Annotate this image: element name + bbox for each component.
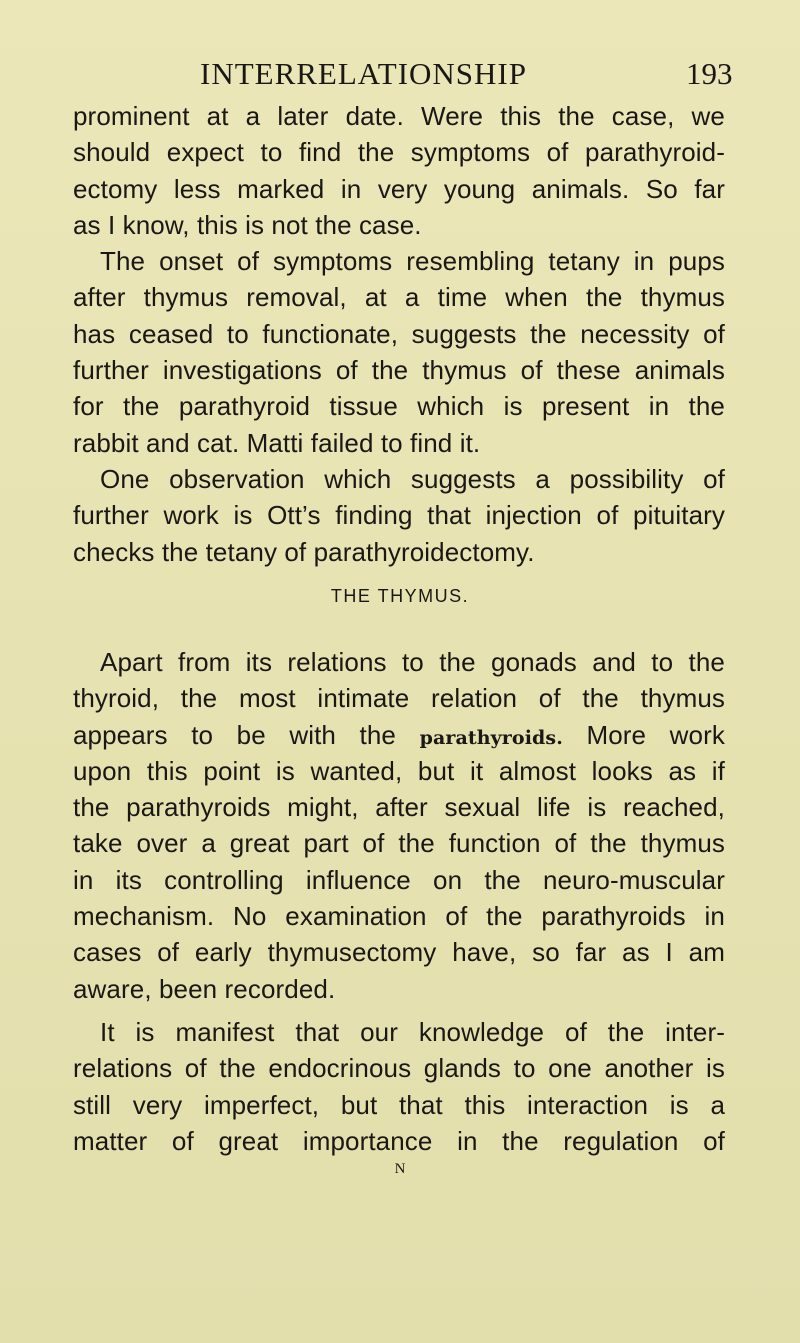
running-title: INTERRELATIONSHIP — [200, 56, 527, 91]
emphasized-term: parathyroids. — [419, 726, 563, 749]
text-line: further work is Ott’s finding that injection of pituitary — [73, 500, 725, 531]
body-text-closing — [73, 1014, 725, 1159]
signature-mark: N — [394, 1161, 406, 1177]
text-line: for the parathyroid tissue which is present in the — [73, 391, 725, 422]
text-line: It is manifest that our knowledge of the inter- — [100, 1017, 725, 1047]
text-run: More work — [586, 719, 725, 750]
text-line: upon this point is wanted, but it almost looks as if — [73, 755, 725, 786]
text-line: aware, been recorded. — [73, 973, 336, 1004]
text-line: ectomy less marked in very young animals. So far — [73, 173, 725, 204]
section-heading: THE THYMUS. — [330, 586, 470, 606]
text-line: matter of great importance in the regulation of — [73, 1125, 725, 1156]
text-line: should expect to find the symptoms of parathyroid- — [73, 137, 725, 168]
body-text-thymus — [73, 644, 725, 1007]
text-line: still very imperfect, but that this interaction is a — [73, 1089, 725, 1120]
text-line: in its controlling influence on the neuro-muscular — [73, 864, 725, 895]
text-line: further investigations of the thymus of these animals — [73, 355, 725, 386]
text-line: Apart from its relations to the gonads and to the — [100, 647, 725, 677]
text-line: mechanism. No examination of the parathyroids in — [73, 901, 725, 932]
text-line-with-emphasis — [73, 717, 725, 753]
body-text-upper — [73, 98, 725, 570]
text-line: as I know, this is not the case. — [73, 209, 422, 240]
text-line: prominent at a later date. Were this the case, we — [73, 101, 725, 131]
text-line: checks the tetany of parathyroidectomy. — [73, 536, 535, 567]
text-line: One observation which suggests a possibility of — [100, 463, 725, 494]
page-number: 193 — [686, 56, 733, 91]
text-line: take over a great part of the function of the thymus — [73, 828, 725, 859]
text-line: the parathyroids might, after sexual life is reached, — [73, 792, 725, 823]
text-line: rabbit and cat. Matti failed to find it. — [73, 427, 481, 458]
text-run: appears to be with the — [73, 719, 396, 750]
text-line: has ceased to functionate, suggests the necessity of — [73, 318, 725, 349]
text-line: cases of early thymusectomy have, so far as I am — [73, 937, 725, 968]
text-line: after thymus removal, at a time when the thymus — [73, 282, 725, 313]
running-head — [0, 54, 800, 94]
text-line: The onset of symptoms resembling tetany in pups — [100, 246, 725, 277]
text-line: thyroid, the most intimate relation of the thymus — [73, 683, 725, 714]
text-line: relations of the endocrinous glands to one another is — [73, 1053, 725, 1084]
